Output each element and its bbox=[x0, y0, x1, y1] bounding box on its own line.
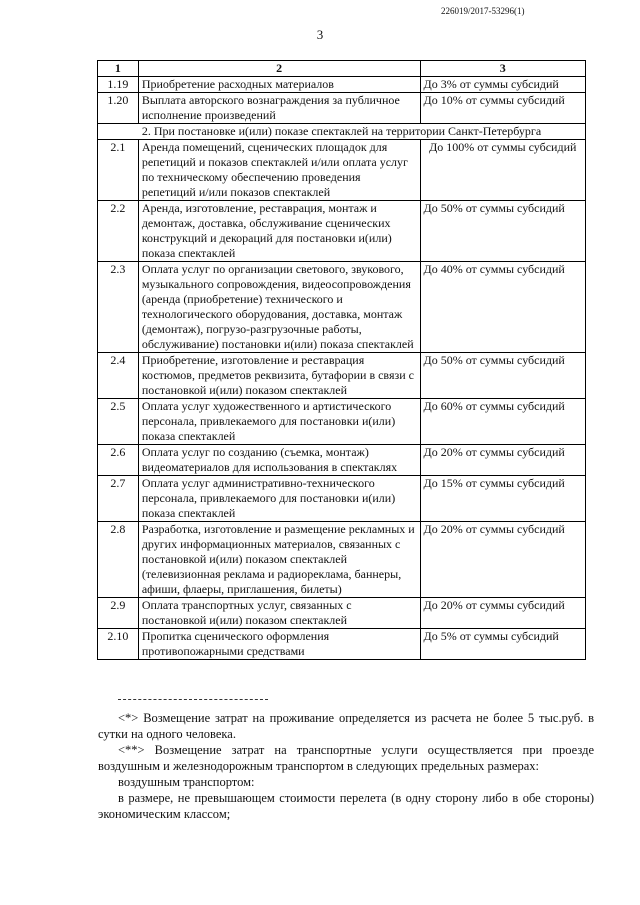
column-header-number: 1 bbox=[98, 61, 139, 77]
row-number: 2.6 bbox=[98, 445, 139, 476]
row-subsidy-limit: До 50% от суммы субсидий bbox=[420, 353, 585, 399]
row-expense-name: Разработка, изготовление и размещение рекламных и других информационных материалов, связанных с постановкой и(или) показом спектаклей (телевизионная реклама и радиореклама, баннеры, афиши, флаеры, приглашения, билеты) bbox=[138, 522, 420, 598]
row-expense-name: Оплата услуг административно-технического персонала, привлекаемого для постановки и(или) показа спектаклей bbox=[138, 476, 420, 522]
row-number: 2.5 bbox=[98, 399, 139, 445]
row-number: 2.4 bbox=[98, 353, 139, 399]
row-number: 1.20 bbox=[98, 93, 139, 124]
row-subsidy-limit: До 40% от суммы субсидий bbox=[420, 262, 585, 353]
row-number: 2.3 bbox=[98, 262, 139, 353]
row-subsidy-limit: До 20% от суммы субсидий bbox=[420, 445, 585, 476]
row-subsidy-limit: До 50% от суммы субсидий bbox=[420, 201, 585, 262]
document-registration-number: 226019/2017-53296(1) bbox=[441, 6, 525, 16]
row-subsidy-limit: До 15% от суммы субсидий bbox=[420, 476, 585, 522]
row-expense-name: Оплата услуг по организации светового, звукового, музыкального сопровождения, видеосопровождения (аренда (приобретение) технического и технологического оборудования, доставка, монтаж (демонтаж), погрузо-разгрузочные работы, обслуживание) постановки и(или) показа спектаклей bbox=[138, 262, 420, 353]
row-subsidy-limit: До 3% от суммы субсидий bbox=[420, 77, 585, 93]
table-row bbox=[98, 476, 586, 522]
footnotes bbox=[98, 710, 594, 822]
row-number: 2.9 bbox=[98, 598, 139, 629]
row-number: 2.2 bbox=[98, 201, 139, 262]
row-subsidy-limit: До 5% от суммы субсидий bbox=[420, 629, 585, 660]
row-expense-name: Аренда, изготовление, реставрация, монтаж и демонтаж, доставка, обслуживание сценических конструкций и декораций для постановки и(или) показа спектаклей bbox=[138, 201, 420, 262]
footnote-accommodation: <*> Возмещение затрат на проживание определяется из расчета не более 5 тыс.руб. в сутки на одного человека. bbox=[98, 711, 594, 741]
section-row bbox=[98, 124, 586, 140]
table-row bbox=[98, 629, 586, 660]
table-row bbox=[98, 445, 586, 476]
row-expense-name: Оплата услуг по созданию (съемка, монтаж) видеоматериалов для использования в спектаклях bbox=[138, 445, 420, 476]
row-subsidy-limit: До 20% от суммы субсидий bbox=[420, 522, 585, 598]
row-number: 2.7 bbox=[98, 476, 139, 522]
table-row bbox=[98, 399, 586, 445]
table-row bbox=[98, 140, 586, 201]
footnote-transport: <**> Возмещение затрат на транспортные услуги осуществляется при проезде воздушным и железнодорожным транспортом в следующих предельных размерах: bbox=[98, 743, 594, 773]
page-number: 3 bbox=[316, 27, 324, 42]
row-expense-name: Приобретение расходных материалов bbox=[138, 77, 420, 93]
table-row bbox=[98, 598, 586, 629]
row-number: 2.8 bbox=[98, 522, 139, 598]
row-subsidy-limit: До 100% от суммы субсидий bbox=[420, 140, 585, 201]
row-subsidy-limit: До 20% от суммы субсидий bbox=[420, 598, 585, 629]
subsidy-costs-table bbox=[97, 60, 586, 660]
row-expense-name: Оплата услуг художественного и артистического персонала, привлекаемого для постановки и(или) показа спектаклей bbox=[138, 399, 420, 445]
row-expense-name: Оплата транспортных услуг, связанных с постановкой и(или) показом спектаклей bbox=[138, 598, 420, 629]
row-expense-name: Аренда помещений, сценических площадок для репетиций и показов спектаклей и/или оплата услуг по техническому обеспечению проведения репетиций и/или показов спектаклей bbox=[138, 140, 420, 201]
footnote-separator bbox=[118, 699, 268, 700]
row-expense-name: Пропитка сценического оформления противопожарными средствами bbox=[138, 629, 420, 660]
table-header-row bbox=[98, 61, 586, 77]
footnote-air-fare-limit: в размере, не превышающем стоимости перелета (в одну сторону либо в обе стороны) экономическим классом; bbox=[98, 791, 594, 821]
row-number: 2.1 bbox=[98, 140, 139, 201]
section-title: 2. При постановке и(или) показе спектаклей на территории Санкт-Петербурга bbox=[98, 124, 586, 140]
table-row bbox=[98, 522, 586, 598]
footnote-air-transport: воздушным транспортом: bbox=[118, 775, 255, 789]
column-header-expense: 2 bbox=[138, 61, 420, 77]
table-row bbox=[98, 201, 586, 262]
row-expense-name: Выплата авторского вознаграждения за публичное исполнение произведений bbox=[138, 93, 420, 124]
table-row bbox=[98, 262, 586, 353]
row-subsidy-limit: До 10% от суммы субсидий bbox=[420, 93, 585, 124]
row-expense-name: Приобретение, изготовление и реставрация костюмов, предметов реквизита, бутафории в связи с постановкой и(или) показом спектаклей bbox=[138, 353, 420, 399]
column-header-limit: 3 bbox=[420, 61, 585, 77]
row-number: 1.19 bbox=[98, 77, 139, 93]
table-row bbox=[98, 353, 586, 399]
table-row bbox=[98, 77, 586, 93]
row-number: 2.10 bbox=[98, 629, 139, 660]
row-subsidy-limit: До 60% от суммы субсидий bbox=[420, 399, 585, 445]
table-row bbox=[98, 93, 586, 124]
